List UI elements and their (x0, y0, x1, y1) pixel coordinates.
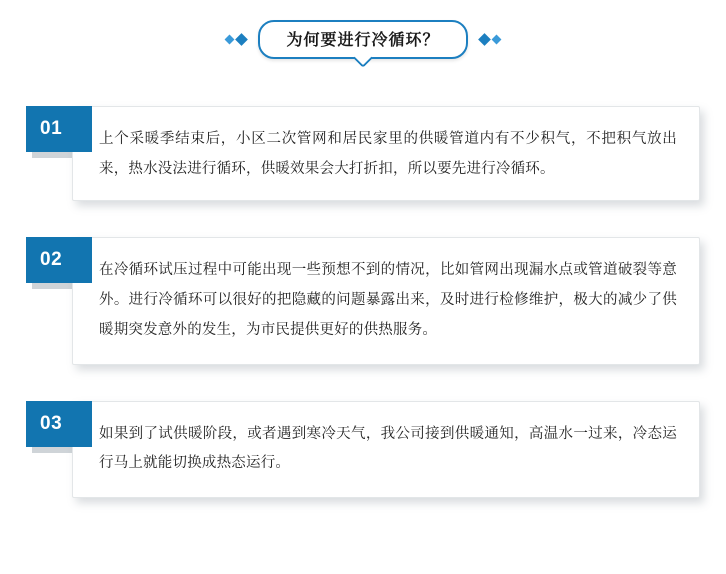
content-list (0, 70, 726, 498)
diamond-icon (491, 34, 501, 44)
diamond-icon (478, 33, 491, 46)
right-diamond-icons (480, 35, 500, 44)
left-diamond-icons (226, 35, 246, 44)
number-badge: 02 (26, 237, 92, 283)
list-item (26, 237, 700, 364)
number-badge: 03 (26, 401, 92, 447)
item-text: 在冷循环试压过程中可能出现一些预想不到的情况，比如管网出现漏水点或管道破裂等意外。进行冷循环可以很好的把隐藏的问题暴露出来，及时进行检修维护，极大的减少了供暖期突发意外的发生，为市民提供更好的供热服务。 (99, 262, 677, 338)
item-text: 上个采暖季结束后，小区二次管网和居民家里的供暖管道内有不少积气，不把积气放出来，热水没法进行循环，供暖效果会大打折扣，所以要先进行冷循环。 (99, 131, 677, 177)
document-page (0, 8, 726, 574)
item-card (72, 401, 700, 498)
page-title-text: 为何要进行冷循环？ (286, 31, 440, 49)
item-card (72, 106, 700, 201)
number-badge: 01 (26, 106, 92, 152)
item-card (72, 237, 700, 364)
item-text: 如果到了试供暖阶段，或者遇到寒冷天气，我公司接到供暖通知，高温水一过来，冷态运行马上就能切换成热态运行。 (99, 425, 677, 472)
list-item (26, 106, 700, 201)
diamond-icon (236, 33, 249, 46)
page-title (258, 20, 467, 59)
header-inner (226, 20, 499, 59)
diamond-icon (225, 34, 235, 44)
list-item (26, 401, 700, 498)
page-header (0, 8, 726, 70)
